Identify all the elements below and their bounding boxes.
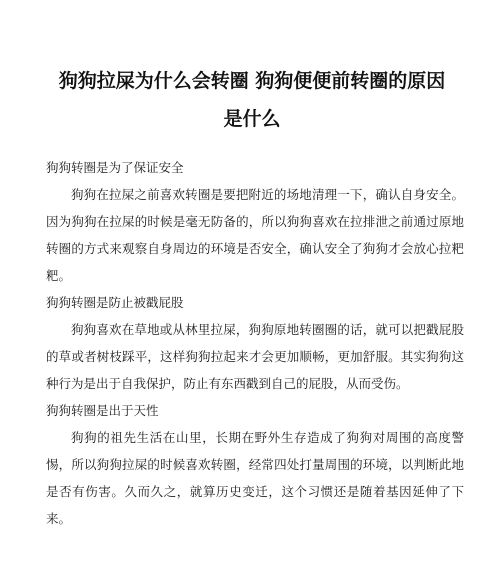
section-paragraph-protection: 狗狗喜欢在草地或从林里拉屎，狗狗原地转圈圈的话，就可以把戳屁股的草或者树枝踩平，这样狗狗拉起来才会更加顺畅，更加舒服。其实狗狗这种行为是出于自我保护，防止有东西戳到自己的屁股，从而受伤。	[46, 322, 464, 391]
section-heading-safety: 狗狗转圈是为了保证安全	[46, 160, 184, 175]
section-paragraph-instinct: 狗狗的祖先生活在山里，长期在野外生存造成了狗狗对周围的高度警惕，所以狗狗拉屎的时候喜欢转圈，经常四处打量周围的环境，以判断此地是否有伤害。久而久之，就算历史变迁，这个习惯还是随着基因延伸了下来。	[46, 430, 464, 526]
article-title	[40, 62, 464, 138]
section-heading-protection: 狗狗转圈是防止被戳屁股	[46, 295, 184, 310]
article-title-line-1: 狗狗拉屎为什么会转圈 狗狗便便前转圈的原因	[58, 70, 446, 92]
article-title-line-2: 是什么	[223, 108, 281, 130]
section-heading-instinct: 狗狗转圈是出于天性	[46, 403, 159, 418]
article-body	[46, 154, 464, 532]
section-paragraph-safety: 狗狗在拉屎之前喜欢转圈是要把附近的场地清理一下，确认自身安全。因为狗狗在拉屎的时候是毫无防备的，所以狗狗喜欢在拉排泄之前通过原地转圈的方式来观察自身周边的环境是否安全，确认安全了狗狗才会放心拉粑粑。	[46, 187, 464, 283]
